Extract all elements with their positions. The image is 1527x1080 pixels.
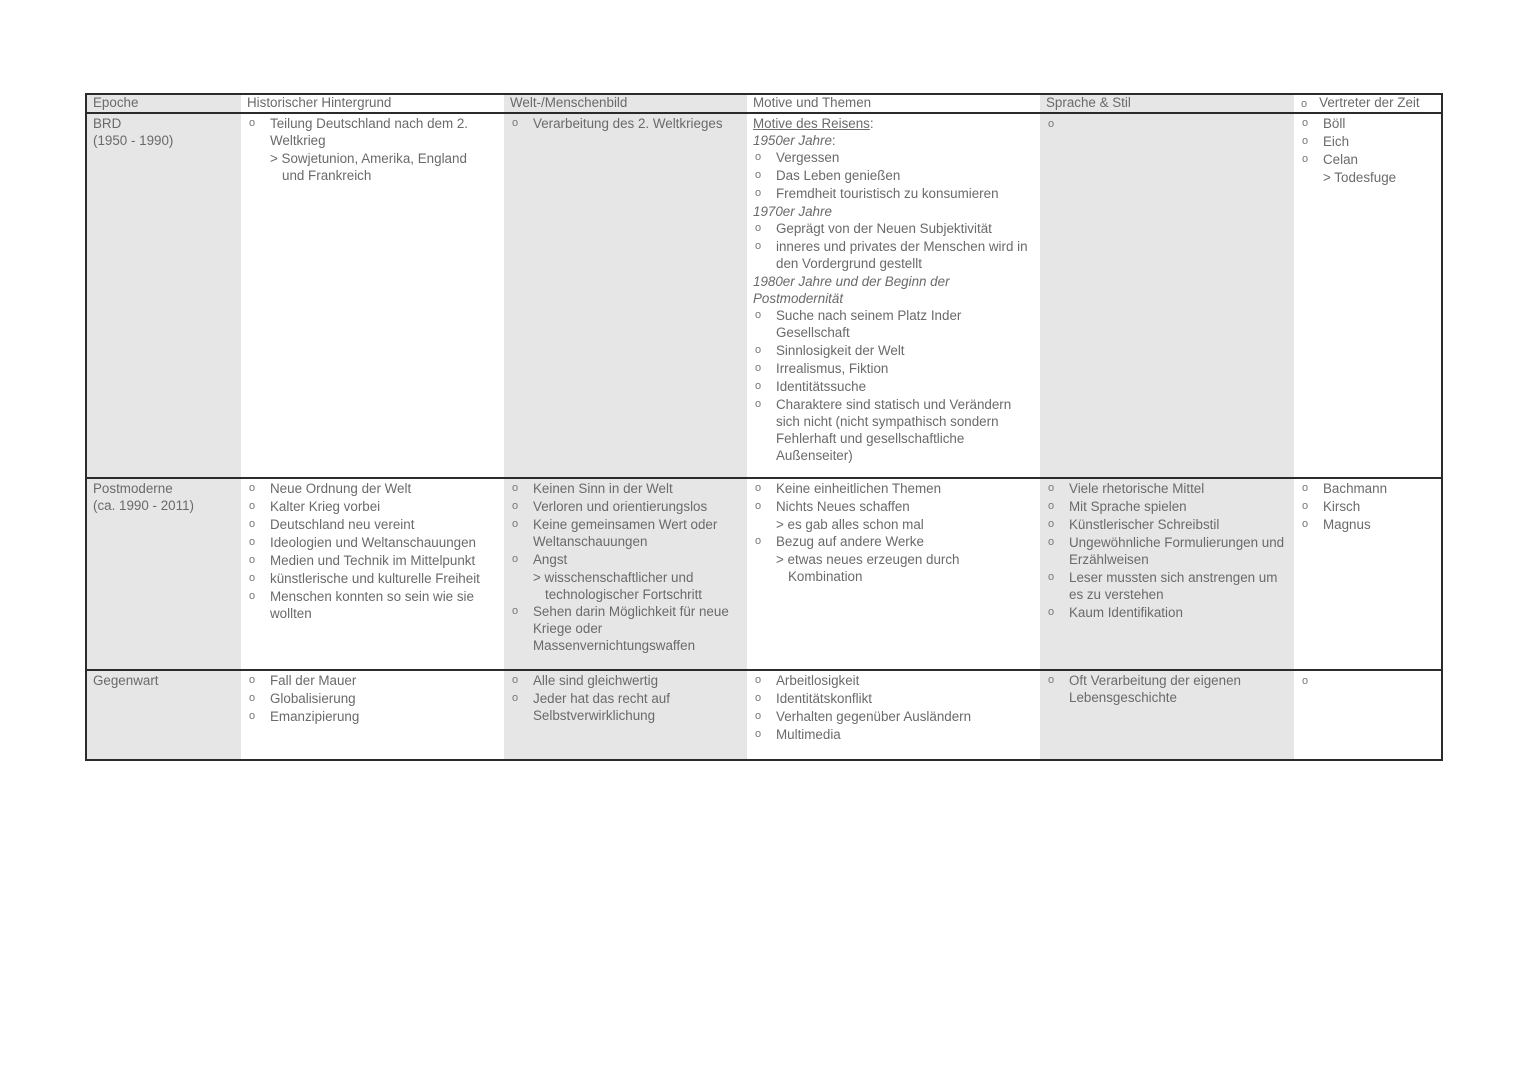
sub-note: > es gab alles schon mal bbox=[776, 517, 924, 532]
epoch-dates: (ca. 1990 - 2011) bbox=[93, 498, 194, 513]
list-item: o Böll bbox=[1300, 115, 1435, 132]
epochs-table bbox=[85, 93, 1443, 761]
motive-heading-suffix: : bbox=[869, 116, 874, 131]
historischer-cell bbox=[241, 478, 504, 670]
list-item: o Menschen konnten so sein wie sie wollten bbox=[247, 588, 498, 622]
list-item: o Neue Ordnung der Welt bbox=[247, 480, 498, 497]
list-item: o Medien und Technik im Mittelpunkt bbox=[247, 552, 498, 569]
list-item: o Bachmann bbox=[1300, 480, 1435, 497]
list-item: o Sinnlosigkeit der Welt bbox=[753, 342, 1034, 359]
list-item: o Fremdheit touristisch zu konsumieren bbox=[753, 185, 1034, 202]
list-item: o Keinen Sinn in der Welt bbox=[510, 480, 741, 497]
sprache-cell bbox=[1040, 670, 1294, 760]
motive-cell bbox=[747, 670, 1040, 760]
list-item: o Vergessen bbox=[753, 149, 1034, 166]
sub-note: > etwas neues erzeugen durch bbox=[776, 552, 960, 567]
list-item: o Suche nach seinem Platz Inder Gesellschaft bbox=[753, 307, 1034, 341]
list-item: o Keine gemeinsamen Wert oder Weltanschauungen bbox=[510, 516, 741, 550]
period-heading: 1980er Jahre und der Beginn der bbox=[753, 274, 950, 289]
sub-note: technologischer Fortschritt bbox=[545, 587, 703, 602]
list-item: o Identitätskonflikt bbox=[753, 690, 1034, 707]
list-item: o Bezug auf andere Werke bbox=[753, 533, 1034, 550]
header-vertreter bbox=[1294, 94, 1442, 113]
list-item: o künstlerische und kulturelle Freiheit bbox=[247, 570, 498, 587]
header-motive-themen: Motive und Themen bbox=[747, 94, 1040, 113]
header-historischer-hintergrund: Historischer Hintergrund bbox=[241, 94, 504, 113]
list-item: o Teilung Deutschland nach dem 2. Weltkrieg bbox=[247, 115, 498, 149]
motive-cell bbox=[747, 478, 1040, 670]
bullet-icon bbox=[1300, 95, 1319, 110]
header-epoche: Epoche bbox=[86, 94, 241, 113]
list-item: o inneres und privates der Menschen wird in den Vordergrund gestellt bbox=[753, 238, 1034, 272]
welt-cell bbox=[504, 670, 747, 760]
period-label: 1950er Jahre bbox=[753, 133, 832, 148]
epoch-name: Gegenwart bbox=[93, 673, 159, 688]
list-item: o Angst bbox=[510, 551, 741, 568]
period-heading: 1970er Jahre bbox=[753, 204, 832, 219]
list-item: o Celan bbox=[1300, 151, 1435, 168]
list-item: o Künstlerischer Schreibstil bbox=[1046, 516, 1288, 533]
list-item: o Oft Verarbeitung der eigenen Lebensgeschichte bbox=[1046, 672, 1288, 706]
epoch-name: BRD bbox=[93, 116, 122, 131]
list-item: o Sehen darin Möglichkeit für neue Kriege oder Massenvernichtungswaffen bbox=[510, 603, 741, 654]
list-item: o Verhalten gegenüber Ausländern bbox=[753, 708, 1034, 725]
header-row bbox=[86, 94, 1442, 113]
sub-note: > Todesfuge bbox=[1323, 170, 1397, 185]
list-item: o Globalisierung bbox=[247, 690, 498, 707]
list-item: o Magnus bbox=[1300, 516, 1435, 533]
list-item: o Das Leben genießen bbox=[753, 167, 1034, 184]
list-item: o Charaktere sind statisch und Verändern sich nicht (nicht sympathisch sondern Fehlerhaft und gesellschaftliche Außenseiter) bbox=[753, 396, 1034, 464]
list-item: o Ideologien und Weltanschauungen bbox=[247, 534, 498, 551]
epoch-cell bbox=[86, 478, 241, 670]
list-item: o Nichts Neues schaffen bbox=[753, 498, 1034, 515]
list-item: o Leser mussten sich anstrengen um es zu verstehen bbox=[1046, 569, 1288, 603]
epoch-cell bbox=[86, 670, 241, 760]
header-vertreter-label: Vertreter der Zeit bbox=[1319, 95, 1420, 110]
table-row-gegenwart bbox=[86, 670, 1442, 760]
sprache-cell bbox=[1040, 478, 1294, 670]
sub-note: Kombination bbox=[788, 569, 863, 584]
list-item: o Emanzipierung bbox=[247, 708, 498, 725]
header-sprache-stil: Sprache & Stil bbox=[1040, 94, 1294, 113]
list-item: o Identitätssuche bbox=[753, 378, 1034, 395]
list-item: o Viele rhetorische Mittel bbox=[1046, 480, 1288, 497]
sub-note: und Frankreich bbox=[282, 168, 372, 183]
list-item: o Geprägt von der Neuen Subjektivität bbox=[753, 220, 1034, 237]
sub-note: > Sowjetunion, Amerika, England bbox=[270, 151, 467, 166]
period-suffix: : bbox=[831, 133, 836, 148]
vertreter-cell bbox=[1294, 113, 1442, 478]
list-item: o Eich bbox=[1300, 133, 1435, 150]
list-item: o Kalter Krieg vorbei bbox=[247, 498, 498, 515]
list-item: o Mit Sprache spielen bbox=[1046, 498, 1288, 515]
list-item: o Verarbeitung des 2. Weltkrieges bbox=[510, 115, 741, 132]
period-heading: Postmodernität bbox=[753, 291, 844, 306]
list-item: o Fall der Mauer bbox=[247, 672, 498, 689]
vertreter-cell bbox=[1294, 670, 1442, 760]
motive-cell bbox=[747, 113, 1040, 478]
list-item: o Verloren und orientierungslos bbox=[510, 498, 741, 515]
list-item: o Alle sind gleichwertig bbox=[510, 672, 741, 689]
historischer-cell bbox=[241, 670, 504, 760]
list-item: o Jeder hat das recht auf Selbstverwirklichung bbox=[510, 690, 741, 724]
vertreter-cell bbox=[1294, 478, 1442, 670]
epoch-dates: (1950 - 1990) bbox=[93, 133, 174, 148]
table-row-postmoderne bbox=[86, 478, 1442, 670]
epoch-cell bbox=[86, 113, 241, 478]
sub-note: > wisschenschaftlicher und bbox=[533, 570, 694, 585]
motive-heading-text: Motive des Reisens bbox=[753, 116, 870, 131]
list-item: o Multimedia bbox=[753, 726, 1034, 743]
list-item: o Irrealismus, Fiktion bbox=[753, 360, 1034, 377]
list-item: o Deutschland neu vereint bbox=[247, 516, 498, 533]
welt-cell bbox=[504, 113, 747, 478]
sprache-cell bbox=[1040, 113, 1294, 478]
list-item: o Kirsch bbox=[1300, 498, 1435, 515]
welt-cell bbox=[504, 478, 747, 670]
epoch-name: Postmoderne bbox=[93, 481, 173, 496]
historischer-cell bbox=[241, 113, 504, 478]
list-item: o Kaum Identifikation bbox=[1046, 604, 1288, 621]
list-item: o Ungewöhnliche Formulierungen und Erzählweisen bbox=[1046, 534, 1288, 568]
table-row-brd bbox=[86, 113, 1442, 478]
list-item: o Arbeitlosigkeit bbox=[753, 672, 1034, 689]
header-welt-menschenbild: Welt-/Menschenbild bbox=[504, 94, 747, 113]
period-heading bbox=[753, 132, 1034, 149]
motive-heading bbox=[753, 115, 1034, 132]
list-item: o Keine einheitlichen Themen bbox=[753, 480, 1034, 497]
